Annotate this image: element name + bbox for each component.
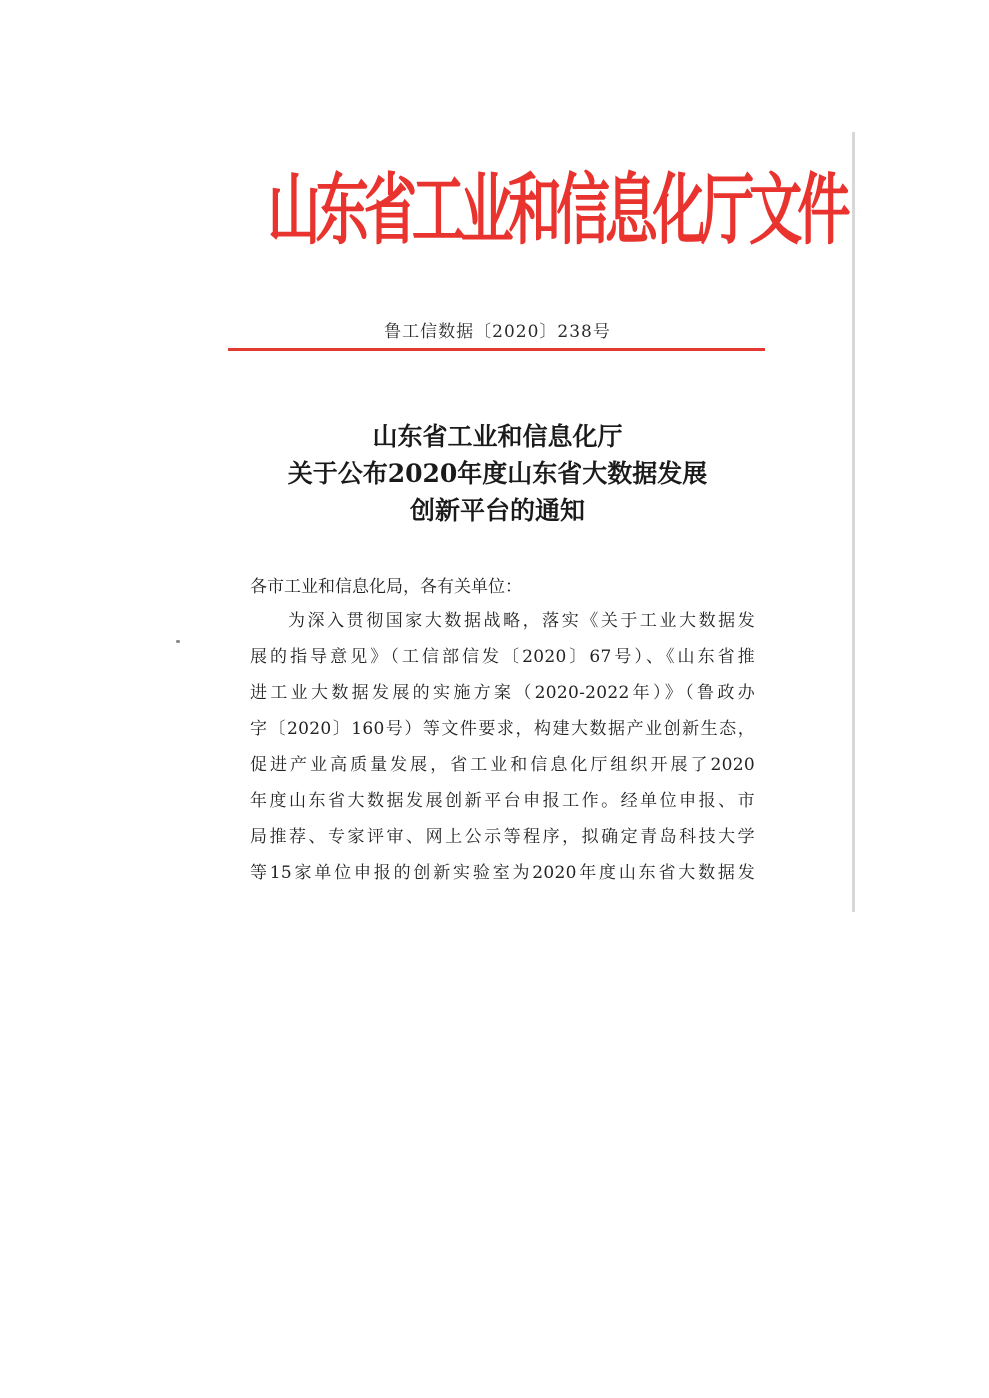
body-line-1: 为深入贯彻国家大数据战略，落实《关于工业大数据发 [288, 611, 755, 631]
body-line-2: 展的指导意见》（工信部信发〔2020〕67号）、《山东省推 [250, 647, 755, 667]
body-line-5: 促进产业高质量发展，省工业和信息化厅组织开展了2020 [250, 755, 755, 775]
body-line-7: 局推荐、专家评审、网上公示等程序，拟确定青岛科技大学 [250, 827, 755, 847]
title-line-3: 创新平台的通知 [409, 496, 585, 525]
body-line-4: 字〔2020〕160号）等文件要求，构建大数据产业创新生态， [250, 719, 755, 739]
document-title [230, 418, 765, 529]
red-divider-line [228, 348, 765, 351]
body-line-6: 年度山东省大数据发展创新平台申报工作。经单位申报、市 [250, 791, 755, 811]
issuer-header: 山东省工业和信息化厅文件 [267, 163, 846, 255]
document-number: 鲁工信数据〔2020〕238号 [384, 322, 611, 342]
title-line-1: 山东省工业和信息化厅 [372, 422, 623, 451]
title-line-2: 关于公布2020年度山东省大数据发展 [287, 459, 708, 488]
scan-edge-shadow [852, 132, 855, 912]
body-line-8: 等15家单位申报的创新实验室为2020年度山东省大数据发 [250, 863, 755, 883]
body-line-3: 进工业大数据发展的实施方案（2020-2022年）》（鲁政办 [250, 683, 755, 703]
scan-speck [176, 640, 180, 643]
salutation: 各市工业和信息化局，各有关单位： [250, 577, 522, 597]
